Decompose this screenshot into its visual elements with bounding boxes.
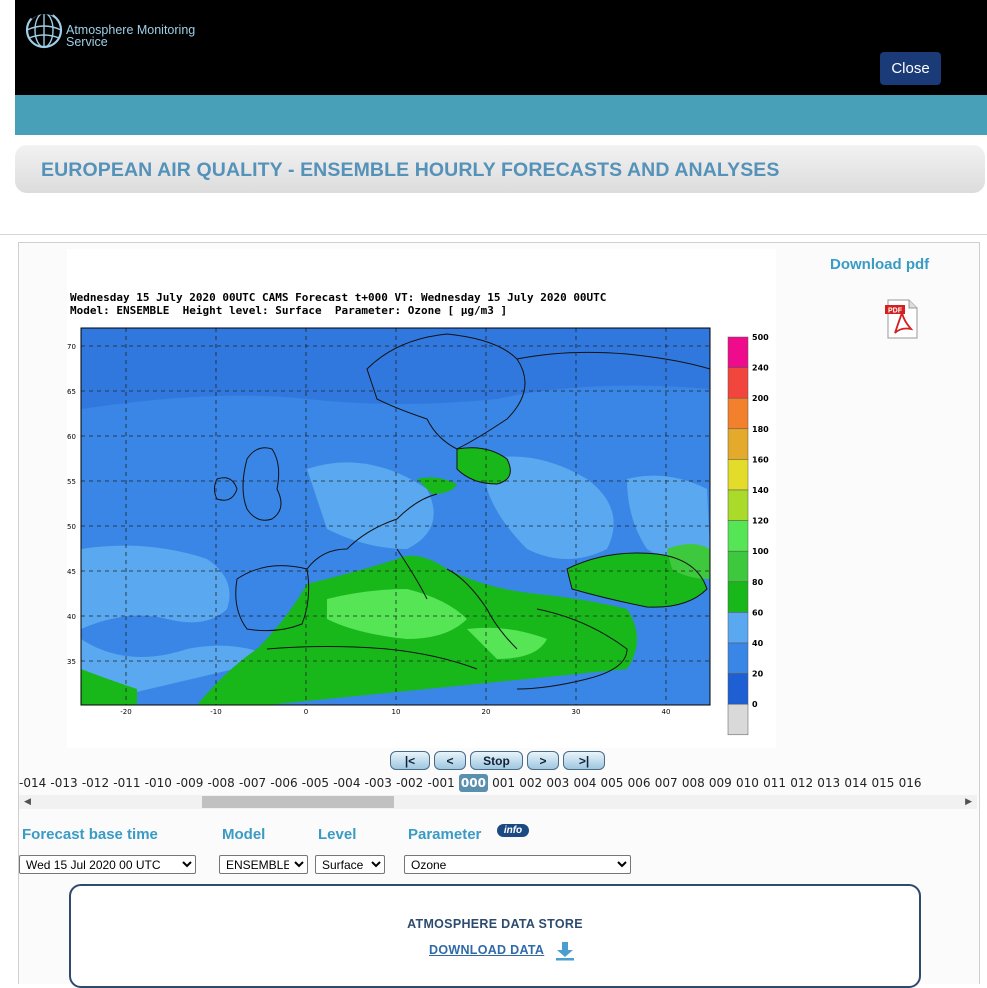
colorbar-label: 180 (752, 424, 769, 434)
download-pdf-link[interactable]: Download pdf (830, 256, 930, 273)
colorbar-segment (728, 643, 748, 674)
time-step[interactable]: -012 (81, 776, 110, 790)
model-select[interactable] (219, 855, 308, 874)
time-step[interactable]: -002 (396, 776, 424, 790)
time-step[interactable]: -004 (333, 776, 361, 790)
colorbar-label: 20 (752, 669, 764, 679)
time-step[interactable]: -013 (50, 776, 78, 790)
level-select[interactable] (315, 855, 385, 874)
parameter-info-icon[interactable]: info (497, 824, 529, 837)
teal-nav-bar (15, 95, 987, 135)
colorbar-label: 60 (752, 608, 764, 618)
lon-tick-label: 0 (303, 708, 309, 716)
time-step[interactable]: 002 (519, 776, 543, 790)
lon-tick-label: 30 (571, 708, 581, 716)
time-steps-list (19, 774, 977, 792)
time-step[interactable]: 008 (681, 776, 705, 790)
colorbar-label: 80 (752, 577, 764, 587)
colorbar-segment (728, 490, 748, 521)
time-step[interactable]: 013 (817, 776, 841, 790)
time-step[interactable]: 011 (763, 776, 786, 790)
lat-tick-label: 45 (67, 568, 76, 576)
colorbar-segment (728, 429, 748, 460)
lon-tick-label: 40 (661, 708, 671, 716)
first-step-button[interactable]: |< (390, 751, 430, 770)
time-step[interactable]: -005 (301, 776, 330, 790)
time-step[interactable]: 012 (790, 776, 814, 790)
page-title-bar (15, 145, 985, 193)
time-step[interactable]: 015 (871, 776, 895, 790)
time-step[interactable]: 009 (708, 776, 732, 790)
scroll-left-icon[interactable]: ◀ (24, 797, 31, 807)
divider (0, 234, 987, 235)
time-step[interactable]: 010 (736, 776, 759, 790)
time-step[interactable]: -008 (207, 776, 235, 790)
time-step[interactable]: 001 (492, 776, 516, 790)
time-step[interactable]: 005 (600, 776, 624, 790)
colorbar-label: 200 (752, 394, 769, 404)
lat-tick-label: 60 (67, 433, 76, 441)
time-step[interactable]: -006 (270, 776, 298, 790)
data-store-title: ATMOSPHERE DATA STORE (407, 917, 583, 931)
colorbar-segment (728, 612, 748, 643)
lat-tick-label: 50 (67, 523, 76, 531)
lat-tick-label: 35 (67, 658, 76, 666)
colorbar-label: 100 (752, 547, 769, 557)
colorbar-segment (728, 582, 748, 613)
map-title-line1: Wednesday 15 July 2020 00UTC CAMS Forecast t+000 VT: Wednesday 15 July 2020 00UTC (70, 291, 607, 304)
colorbar-segment (728, 551, 748, 582)
previous-step-button[interactable]: < (434, 751, 466, 770)
level-label: Level (318, 826, 357, 843)
time-step[interactable]: -003 (364, 776, 392, 790)
time-step[interactable]: 004 (573, 776, 597, 790)
colorbar-label: 160 (752, 455, 769, 465)
colorbar-label: 120 (752, 516, 769, 526)
download-arrow-icon[interactable] (555, 941, 575, 961)
parameter-label: Parameter (408, 826, 482, 843)
colorbar-label: 140 (752, 486, 769, 495)
time-step[interactable]: 007 (654, 776, 678, 790)
forecast-base-time-label: Forecast base time (22, 826, 158, 843)
time-step[interactable]: -010 (144, 776, 172, 790)
logo-text (66, 24, 195, 48)
lat-tick-label: 70 (67, 343, 76, 351)
colorbar-label: 240 (752, 363, 769, 373)
colorbar-segment (728, 337, 748, 368)
lon-tick-label: 20 (481, 708, 491, 716)
data-store-box (69, 884, 921, 988)
colorbar-label: 500 (752, 333, 769, 342)
time-step[interactable]: -014 (19, 776, 47, 790)
pdf-icon-text: PDF (888, 307, 902, 315)
forecast-base-time-select[interactable] (19, 855, 196, 874)
time-step[interactable]: 006 (627, 776, 651, 790)
time-step[interactable]: -001 (427, 776, 455, 790)
scroll-right-icon[interactable]: ▶ (965, 797, 972, 807)
time-step[interactable]: 016 (898, 776, 922, 790)
lat-tick-label: 55 (67, 478, 76, 486)
pdf-file-icon[interactable] (885, 299, 919, 339)
next-step-button[interactable]: > (527, 751, 559, 770)
time-step[interactable]: 000 (460, 776, 486, 790)
time-step[interactable]: -009 (176, 776, 204, 790)
map-title-line2: Model: ENSEMBLE Height level: Surface Parameter: Ozone [ µg/m3 ] (70, 304, 508, 317)
time-step[interactable]: 014 (844, 776, 868, 790)
top-header (15, 0, 987, 95)
logo-line2: Service (66, 35, 108, 49)
ozone-map-graphic (67, 249, 776, 748)
model-label: Model (222, 826, 266, 843)
lon-tick-label: 10 (391, 708, 401, 716)
colorbar-label: 0 (752, 700, 758, 710)
time-step[interactable]: -011 (113, 776, 141, 790)
colorbar-segment (728, 674, 748, 705)
colorbar-segment (728, 398, 748, 429)
lat-tick-label: 40 (67, 613, 76, 621)
parameter-select[interactable] (404, 855, 631, 874)
colorbar-segment (728, 521, 748, 552)
lon-tick-label: -10 (210, 708, 222, 716)
scrollbar-thumb[interactable] (202, 796, 394, 808)
colorbar-segment (728, 704, 748, 735)
download-data-link[interactable]: DOWNLOAD DATA (429, 943, 545, 957)
time-step[interactable]: -007 (238, 776, 267, 790)
colorbar-label: 40 (752, 639, 764, 648)
logo-line1: Atmosphere Monitoring (66, 23, 196, 37)
time-step[interactable]: 003 (546, 776, 570, 790)
time-steps-scrollbar[interactable] (19, 795, 977, 809)
last-step-button[interactable]: >| (563, 751, 605, 770)
lon-tick-label: -20 (120, 708, 132, 716)
page-title: EUROPEAN AIR QUALITY - ENSEMBLE HOURLY FORECASTS AND ANALYSES (41, 159, 780, 181)
lat-tick-label: 65 (67, 388, 76, 396)
colorbar-segment (728, 368, 748, 399)
stop-button[interactable]: Stop (470, 751, 523, 770)
colorbar-segment (728, 459, 748, 490)
forecast-map (67, 249, 776, 748)
close-button[interactable]: Close (880, 52, 941, 85)
